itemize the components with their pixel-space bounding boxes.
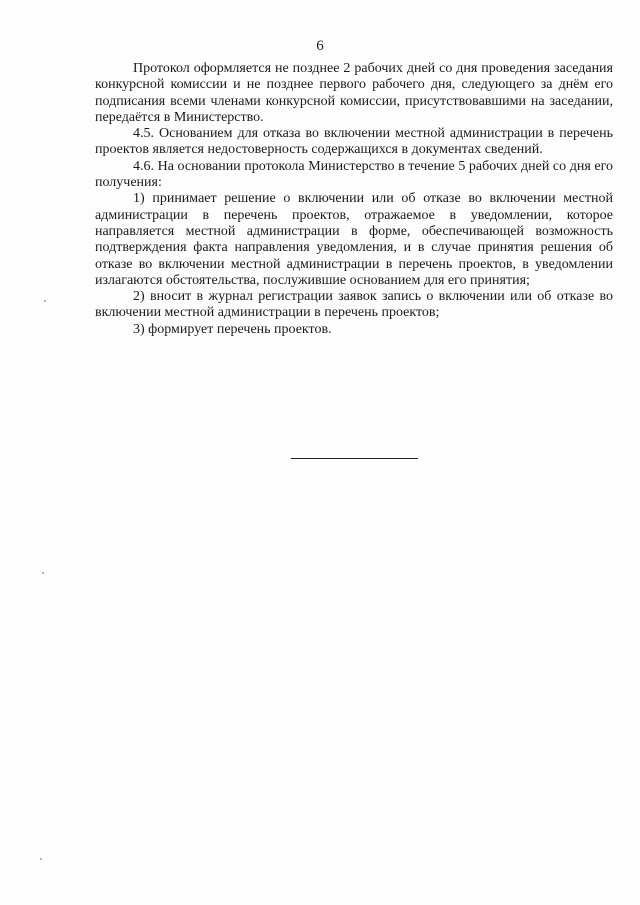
- scan-speck: [44, 300, 46, 302]
- paragraph-4-6: 4.6. На основании протокола Министерство в течение 5 рабочих дней со дня его получения:: [95, 158, 613, 191]
- list-item-1: 1) принимает решение о включении или об отказе во включении местной администрации в перечень проектов, отражаемое в уведомлении, которое направляется местной администрации в форме, обеспечивающей возможность подтверждения факта направления уведомления, и в случае принятия решения об отказе во включении местной администрации в перечень проектов, в уведомлении излагаются обстоятельства, послужившие основанием для его принятия;: [95, 191, 613, 288]
- list-item-3: 3) формирует перечень проектов.: [133, 321, 332, 337]
- list-item-2: 2) вносит в журнал регистрации заявок запись о включении или об отказе во включении местной администрации в перечень проектов;: [95, 289, 613, 321]
- scan-speck: [40, 858, 42, 860]
- paragraph-4-5: 4.5. Основанием для отказа во включении местной администрации в перечень проектов является недостоверность содержащихся в документах сведений.: [95, 126, 613, 158]
- document-body: [95, 61, 613, 338]
- page-number: 6: [316, 38, 324, 54]
- scan-speck: [42, 572, 44, 574]
- end-separator-line: [291, 458, 418, 459]
- paragraph-protocol: Протокол оформляется не позднее 2 рабочих дней со дня проведения заседания конкурсной комиссии и не позднее первого рабочего дня, следующего за днём его подписания всеми членами конкурсной комиссии, присутствовавшими на заседании, передаётся в Министерство.: [95, 61, 613, 125]
